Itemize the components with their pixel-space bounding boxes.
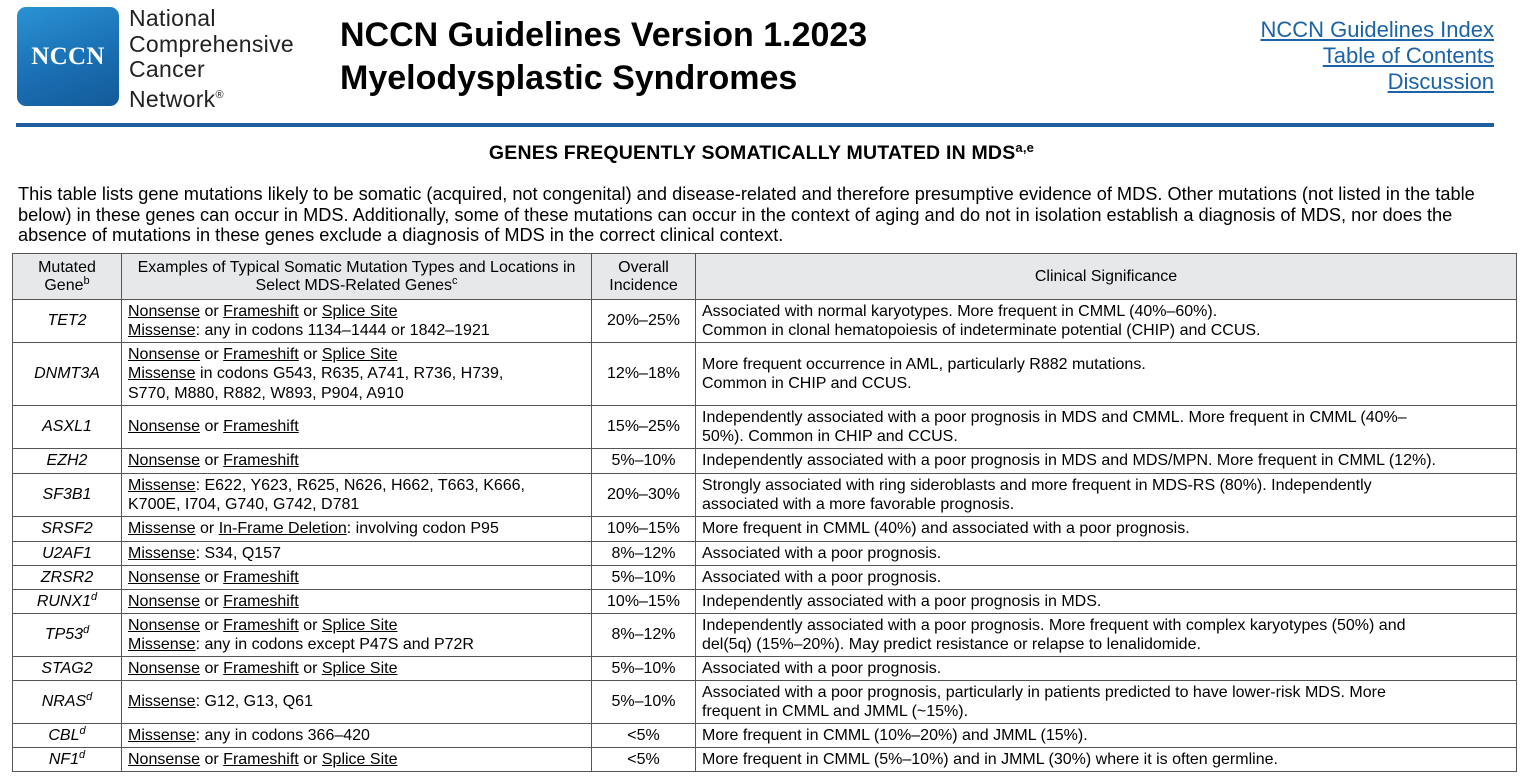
mutation-type: Nonsense <box>128 616 201 634</box>
mutation-cell <box>122 748 592 772</box>
section-title-footnote: a,e <box>1015 140 1035 155</box>
genes-table <box>12 253 1517 772</box>
mutation-text: or <box>298 302 322 320</box>
gene-name: RUNX1 <box>36 592 92 610</box>
section-title-text: GENES FREQUENTLY SOMATICALLY MUTATED IN MDS <box>488 142 1016 164</box>
header-significance <box>696 254 1517 300</box>
incidence-cell: 20%–30% <box>592 474 696 517</box>
gene-cell <box>13 517 122 542</box>
significance-line: More frequent in CMML (40%) and associated with a poor prognosis. <box>702 520 1190 538</box>
mutation-cell <box>122 517 592 542</box>
mutation-text: : any in codons 366–420 <box>195 726 370 744</box>
table-of-contents-link[interactable]: Table of Contents <box>1322 43 1494 68</box>
gene-name: SF3B1 <box>42 486 92 504</box>
guidelines-index-link[interactable]: NCCN Guidelines Index <box>1260 17 1494 42</box>
mutation-line <box>128 345 585 365</box>
mutation-line <box>128 616 585 636</box>
significance-line: Common in clonal hematopoiesis of indeterminate potential (CHIP) and CCUS. <box>702 322 1261 339</box>
mutation-line <box>128 568 585 588</box>
table-row <box>13 517 1517 542</box>
mutation-type: Frameshift <box>223 616 299 634</box>
mutation-cell <box>122 300 592 343</box>
gene-cell <box>13 590 122 614</box>
guideline-title <box>340 14 867 100</box>
gene-name: DNMT3A <box>34 365 100 383</box>
mutation-line <box>128 384 585 404</box>
mutation-type: Splice Site <box>321 302 398 320</box>
mutation-text: or <box>200 659 224 677</box>
header-gene-footnote: b <box>83 274 90 287</box>
gene-cell <box>13 724 122 748</box>
table-row <box>13 343 1517 406</box>
gene-name: TP53 <box>44 626 84 644</box>
significance-line: frequent in CMML and JMML (~15%). <box>702 703 969 720</box>
significance-line: Independently associated with a poor prognosis in MDS and CMML. More frequent in CMML (40%– <box>702 408 1407 426</box>
table-row <box>13 542 1517 566</box>
mutation-line <box>128 476 585 496</box>
mutation-type: Frameshift <box>223 452 299 470</box>
mutation-type: Splice Site <box>321 616 398 634</box>
gene-name: STAG2 <box>41 659 93 677</box>
mutation-text: or <box>200 302 224 320</box>
mutation-text: or <box>298 616 322 634</box>
table-row <box>13 590 1517 614</box>
incidence-cell: 8%–12% <box>592 542 696 566</box>
gene-cell <box>13 681 122 724</box>
table-row <box>13 614 1517 657</box>
mutation-text: or <box>200 418 224 436</box>
mutation-text: : any in codons except P47S and P72R <box>195 636 474 653</box>
mutation-line <box>128 692 585 712</box>
gene-footnote: d <box>91 590 98 603</box>
mutation-type: Splice Site <box>321 750 398 768</box>
mutation-cell <box>122 474 592 517</box>
intro-paragraph: This table lists gene mutations likely to be somatic (acquired, not congenital) and disease-related and therefore presumptive evidence of MDS. Other mutations (not listed in the table below) in these genes can occur in MDS. Additionally, some of these mutations can occur in the context of aging and do not in isolation establish a diagnosis of MDS, nor does the absence of mutations in these genes exclude a diagnosis of MDS in the correct clinical context. <box>18 184 1475 245</box>
header-divider <box>16 123 1494 127</box>
significance-cell <box>696 449 1517 474</box>
org-line: Comprehensive <box>129 30 294 57</box>
gene-name: SRSF2 <box>41 520 93 538</box>
incidence-cell: 12%–18% <box>592 343 696 406</box>
significance-line: More frequent in CMML (5%–10%) and in JMML (30%) where it is often germline. <box>702 750 1278 768</box>
mutation-line <box>128 544 585 564</box>
incidence-cell: 20%–25% <box>592 300 696 343</box>
mutation-line <box>128 635 585 655</box>
significance-line: Associated with normal karyotypes. More frequent in CMML (40%–60%). <box>702 302 1218 320</box>
significance-line: Associated with a poor prognosis. <box>702 659 942 677</box>
table-row <box>13 474 1517 517</box>
significance-line: Associated with a poor prognosis. <box>702 544 942 562</box>
header-gene-label: Mutated Gene <box>38 258 96 294</box>
significance-line: del(5q) (15%–20%). May predict resistance or relapse to lenalidomide. <box>702 636 1201 653</box>
mutation-text: S770, M880, R882, W893, P904, A910 <box>128 384 404 402</box>
header-incidence <box>592 254 696 300</box>
mutation-cell <box>122 542 592 566</box>
table-row <box>13 657 1517 681</box>
significance-cell <box>696 657 1517 681</box>
mutation-type: Frameshift <box>223 345 299 363</box>
mutation-text: or <box>200 750 224 768</box>
gene-cell <box>13 748 122 772</box>
incidence-cell: <5% <box>592 724 696 748</box>
gene-cell <box>13 474 122 517</box>
mutation-cell <box>122 343 592 406</box>
significance-cell <box>696 300 1517 343</box>
significance-cell <box>696 542 1517 566</box>
mutation-cell <box>122 449 592 474</box>
significance-cell <box>696 406 1517 449</box>
gene-footnote: d <box>79 748 86 761</box>
gene-footnote: d <box>83 624 90 637</box>
mutation-type: In-Frame Deletion <box>218 520 347 538</box>
mutation-type: Missense <box>128 520 196 538</box>
significance-line: Strongly associated with ring sideroblasts and more frequent in MDS-RS (80%). Independently <box>702 476 1372 494</box>
incidence-cell: 5%–10% <box>592 681 696 724</box>
mutation-cell <box>122 406 592 449</box>
mutation-type: Nonsense <box>128 452 201 470</box>
significance-line: Independently associated with a poor prognosis in MDS and MDS/MPN. More frequent in CMML (12%). <box>702 452 1436 470</box>
mutation-text: or <box>298 345 322 363</box>
mutation-text: or <box>195 520 219 538</box>
mutation-line <box>128 321 585 341</box>
mutation-text: : G12, G13, Q61 <box>195 693 313 711</box>
mutation-cell <box>122 724 592 748</box>
incidence-cell: 10%–15% <box>592 517 696 542</box>
org-line: Network <box>129 85 216 112</box>
gene-name: NF1 <box>48 750 80 768</box>
gene-cell <box>13 614 122 657</box>
guideline-version: NCCN Guidelines Version 1.2023 <box>340 16 868 54</box>
mutation-type: Missense <box>128 693 196 711</box>
gene-cell <box>13 343 122 406</box>
incidence-cell: 5%–10% <box>592 449 696 474</box>
significance-cell <box>696 614 1517 657</box>
mutation-cell <box>122 681 592 724</box>
mutation-type: Nonsense <box>128 568 201 586</box>
gene-name: EZH2 <box>46 452 88 470</box>
mutation-type: Nonsense <box>128 418 201 436</box>
table-row <box>13 681 1517 724</box>
mutation-text: : involving codon P95 <box>346 520 499 538</box>
incidence-cell: 15%–25% <box>592 406 696 449</box>
gene-name: NRAS <box>41 693 87 711</box>
mutation-type: Missense <box>128 726 196 744</box>
mutation-line <box>128 302 585 322</box>
mutation-cell <box>122 614 592 657</box>
mutation-line <box>128 451 585 471</box>
mutation-line <box>128 726 585 746</box>
mutation-text: or <box>200 452 224 470</box>
significance-cell <box>696 517 1517 542</box>
table-row <box>13 748 1517 772</box>
mutation-text: or <box>200 592 224 610</box>
header-mutation-footnote: c <box>452 274 458 287</box>
mutation-text: or <box>200 616 224 634</box>
org-line: National <box>129 5 216 31</box>
mutation-line <box>128 364 585 384</box>
mutation-type: Missense <box>128 476 196 494</box>
significance-line: More frequent occurrence in AML, particularly R882 mutations. <box>702 355 1146 373</box>
table-row <box>13 300 1517 343</box>
mutation-type: Frameshift <box>223 302 299 320</box>
gene-cell <box>13 449 122 474</box>
gene-cell <box>13 542 122 566</box>
significance-line: 50%). Common in CHIP and CCUS. <box>702 428 958 445</box>
mutation-cell <box>122 566 592 590</box>
mutation-text: : E622, Y623, R625, N626, H662, T663, K666, <box>195 476 525 494</box>
significance-line: Independently associated with a poor prognosis. More frequent with complex karyotypes (50%) and <box>702 616 1406 634</box>
gene-footnote: d <box>86 691 93 704</box>
mutation-text: : any in codons 1134–1444 or 1842–1921 <box>195 322 490 339</box>
mutation-type: Nonsense <box>128 659 201 677</box>
mutation-type: Nonsense <box>128 302 201 320</box>
incidence-cell: 5%–10% <box>592 657 696 681</box>
mutation-type: Nonsense <box>128 345 201 363</box>
header-incidence-label: Overall Incidence <box>609 258 678 294</box>
gene-name: ASXL1 <box>42 418 92 436</box>
mutation-type: Missense <box>128 636 196 653</box>
table-row <box>13 566 1517 590</box>
header-links <box>1260 17 1494 95</box>
gene-cell <box>13 566 122 590</box>
significance-line: Independently associated with a poor prognosis in MDS. <box>702 592 1102 610</box>
table-row <box>13 724 1517 748</box>
significance-cell <box>696 724 1517 748</box>
mutation-cell <box>122 590 592 614</box>
header-mutation-label: Examples of Typical Somatic Mutation Types and Locations in Select MDS-Related Genes <box>137 258 576 294</box>
mutation-text: K700E, I704, G740, G742, D781 <box>128 496 360 513</box>
mutation-type: Missense <box>128 365 196 383</box>
nccn-logo: NCCN <box>17 7 119 106</box>
mutation-type: Nonsense <box>128 750 201 768</box>
mutation-text: or <box>200 568 224 586</box>
gene-name: TET2 <box>47 312 87 330</box>
gene-cell <box>13 406 122 449</box>
incidence-cell: 8%–12% <box>592 614 696 657</box>
table-header-row <box>13 254 1517 300</box>
significance-line: Associated with a poor prognosis. <box>702 568 942 586</box>
mutation-line <box>128 659 585 679</box>
gene-cell <box>13 300 122 343</box>
header-significance-label: Clinical Significance <box>1034 267 1178 285</box>
significance-cell <box>696 681 1517 724</box>
mutation-cell <box>122 657 592 681</box>
mutation-text: in codons G543, R635, A741, R736, H739, <box>195 365 504 383</box>
mutation-text: : S34, Q157 <box>195 544 281 562</box>
mutation-type: Nonsense <box>128 592 201 610</box>
mutation-line <box>128 417 585 437</box>
mutation-text: or <box>298 659 322 677</box>
significance-line: associated with a more favorable prognosis. <box>702 496 1015 513</box>
gene-cell <box>13 657 122 681</box>
significance-line: Associated with a poor prognosis, particularly in patients predicted to have lower-risk MDS. More <box>702 683 1386 701</box>
organization-name <box>129 6 294 112</box>
table-row <box>13 406 1517 449</box>
mutation-type: Frameshift <box>223 418 299 436</box>
mutation-line <box>128 750 585 770</box>
gene-name: CBL <box>48 726 80 744</box>
significance-cell <box>696 590 1517 614</box>
mutation-line <box>128 495 585 515</box>
significance-cell <box>696 474 1517 517</box>
incidence-cell: 10%–15% <box>592 590 696 614</box>
header-mutation <box>122 254 592 300</box>
mutation-type: Frameshift <box>223 568 299 586</box>
mutation-type: Splice Site <box>321 345 398 363</box>
significance-cell <box>696 748 1517 772</box>
mutation-type: Frameshift <box>223 750 299 768</box>
mutation-type: Frameshift <box>223 659 299 677</box>
mutation-line <box>128 519 585 539</box>
significance-cell <box>696 343 1517 406</box>
org-line: Cancer <box>129 56 205 82</box>
discussion-link[interactable]: Discussion <box>1387 69 1494 94</box>
mutation-text: or <box>200 345 224 363</box>
incidence-cell: 5%–10% <box>592 566 696 590</box>
mutation-type: Missense <box>128 322 196 339</box>
table-body <box>13 300 1517 772</box>
significance-line: Common in CHIP and CCUS. <box>702 375 912 392</box>
gene-name: U2AF1 <box>42 544 92 562</box>
section-title <box>0 140 1523 165</box>
significance-line: More frequent in CMML (10%–20%) and JMML (15%). <box>702 726 1088 744</box>
mutation-type: Frameshift <box>223 592 299 610</box>
trademark-symbol: ® <box>215 88 224 101</box>
mutation-type: Missense <box>128 544 196 562</box>
mutation-line <box>128 592 585 612</box>
guideline-topic: Myelodysplastic Syndromes <box>340 59 798 97</box>
significance-cell <box>696 566 1517 590</box>
mutation-text: or <box>298 750 322 768</box>
gene-name: ZRSR2 <box>40 568 94 586</box>
incidence-cell: <5% <box>592 748 696 772</box>
mutation-type: Splice Site <box>321 659 398 677</box>
gene-footnote: d <box>79 724 86 737</box>
page-header <box>0 0 1523 128</box>
header-gene <box>13 254 122 300</box>
table-row <box>13 449 1517 474</box>
